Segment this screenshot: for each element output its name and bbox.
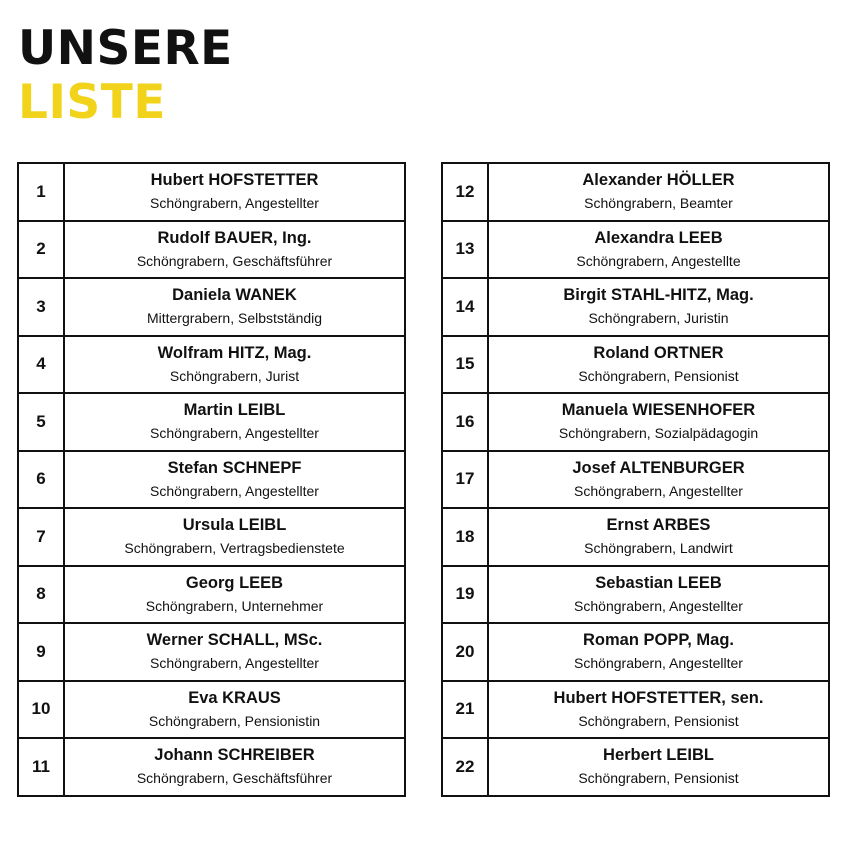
candidate-info bbox=[64, 163, 405, 221]
candidate-name: Wolfram HITZ, Mag. bbox=[157, 343, 312, 362]
candidate-name: Herbert LEIBL bbox=[603, 746, 714, 765]
table-row bbox=[18, 221, 405, 279]
list-number: 6 bbox=[18, 451, 64, 509]
table-row bbox=[442, 336, 829, 394]
candidate-detail: Schöngrabern, Unternehmer bbox=[145, 597, 324, 614]
list-number: 21 bbox=[442, 681, 488, 739]
candidate-name: Stefan SCHNEPF bbox=[167, 458, 302, 477]
candidate-name: Manuela WIESENHOFER bbox=[561, 401, 756, 420]
table-row bbox=[442, 623, 829, 681]
candidate-detail: Schöngrabern, Pensionist bbox=[578, 770, 739, 787]
table-row bbox=[18, 508, 405, 566]
table-row bbox=[18, 336, 405, 394]
candidate-detail: Schöngrabern, Pensionistin bbox=[148, 712, 321, 729]
table-row bbox=[18, 278, 405, 336]
candidate-info bbox=[64, 623, 405, 681]
table-row bbox=[18, 738, 405, 796]
table-row bbox=[442, 221, 829, 279]
title-line-1: UNSERE bbox=[18, 21, 233, 76]
table-row bbox=[18, 623, 405, 681]
table-row bbox=[442, 681, 829, 739]
candidate-info bbox=[488, 623, 829, 681]
list-number: 8 bbox=[18, 566, 64, 624]
candidate-info bbox=[488, 221, 829, 279]
candidate-name: Alexandra LEEB bbox=[594, 228, 723, 247]
candidate-info bbox=[64, 278, 405, 336]
candidate-name: Hubert HOFSTETTER, sen. bbox=[553, 688, 764, 707]
candidate-detail: Schöngrabern, Angestellter bbox=[574, 482, 743, 499]
candidate-detail: Schöngrabern, Angestellter bbox=[150, 195, 319, 212]
candidate-name: Eva KRAUS bbox=[188, 688, 281, 707]
candidate-info bbox=[488, 451, 829, 509]
list-number: 4 bbox=[18, 336, 64, 394]
title-line-2: LISTE bbox=[18, 75, 166, 130]
candidate-detail: Schöngrabern, Landwirt bbox=[584, 540, 733, 557]
candidate-name: Daniela WANEK bbox=[172, 286, 297, 305]
list-number: 15 bbox=[442, 336, 488, 394]
list-number: 2 bbox=[18, 221, 64, 279]
candidate-name: Roman POPP, Mag. bbox=[583, 631, 734, 650]
candidate-info bbox=[64, 451, 405, 509]
candidate-detail: Schöngrabern, Jurist bbox=[169, 367, 300, 384]
list-number: 3 bbox=[18, 278, 64, 336]
table-row bbox=[442, 393, 829, 451]
candidate-info bbox=[64, 336, 405, 394]
candidate-detail: Schöngrabern, Beamter bbox=[584, 195, 733, 212]
candidate-name: Ursula LEIBL bbox=[182, 516, 287, 535]
candidate-detail: Schöngrabern, Vertragsbedienstete bbox=[124, 540, 345, 557]
list-number: 7 bbox=[18, 508, 64, 566]
list-number: 1 bbox=[18, 163, 64, 221]
candidate-detail: Schöngrabern, Angestellter bbox=[150, 482, 319, 499]
candidate-info bbox=[64, 221, 405, 279]
table-row bbox=[18, 393, 405, 451]
table-row bbox=[442, 451, 829, 509]
candidate-info bbox=[64, 393, 405, 451]
candidate-name: Birgit STAHL-HITZ, Mag. bbox=[563, 286, 754, 305]
list-number: 14 bbox=[442, 278, 488, 336]
candidate-name: Johann SCHREIBER bbox=[154, 746, 315, 765]
table-row bbox=[18, 163, 405, 221]
candidate-detail: Mittergrabern, Selbstständig bbox=[146, 310, 323, 327]
candidate-detail: Schöngrabern, Angestellte bbox=[576, 252, 741, 269]
list-number: 19 bbox=[442, 566, 488, 624]
candidate-name: Georg LEEB bbox=[185, 573, 284, 592]
candidate-info bbox=[488, 336, 829, 394]
candidate-detail: Schöngrabern, Juristin bbox=[588, 310, 729, 327]
candidate-info bbox=[488, 163, 829, 221]
candidate-name: Sebastian LEEB bbox=[595, 573, 722, 592]
candidate-info bbox=[488, 393, 829, 451]
candidate-info bbox=[488, 566, 829, 624]
candidate-detail: Schöngrabern, Angestellter bbox=[574, 655, 743, 672]
candidate-info bbox=[64, 566, 405, 624]
table-row bbox=[18, 681, 405, 739]
candidate-detail: Schöngrabern, Angestellter bbox=[574, 597, 743, 614]
candidate-info bbox=[64, 681, 405, 739]
candidate-detail: Schöngrabern, Angestellter bbox=[150, 655, 319, 672]
candidate-name: Alexander HÖLLER bbox=[582, 171, 735, 190]
page-title bbox=[18, 22, 233, 130]
candidate-info bbox=[64, 738, 405, 796]
list-number: 16 bbox=[442, 393, 488, 451]
list-number: 5 bbox=[18, 393, 64, 451]
candidate-name: Roland ORTNER bbox=[593, 343, 724, 362]
list-number: 22 bbox=[442, 738, 488, 796]
candidate-info bbox=[488, 738, 829, 796]
candidate-detail: Schöngrabern, Pensionist bbox=[578, 712, 739, 729]
candidate-info bbox=[488, 278, 829, 336]
candidate-name: Josef ALTENBURGER bbox=[572, 458, 745, 477]
list-number: 9 bbox=[18, 623, 64, 681]
table-row bbox=[442, 508, 829, 566]
list-number: 12 bbox=[442, 163, 488, 221]
table-row bbox=[442, 163, 829, 221]
table-row bbox=[442, 738, 829, 796]
list-number: 18 bbox=[442, 508, 488, 566]
candidate-info bbox=[64, 508, 405, 566]
candidate-table-right bbox=[441, 162, 830, 797]
table-row bbox=[18, 566, 405, 624]
list-number: 20 bbox=[442, 623, 488, 681]
list-number: 11 bbox=[18, 738, 64, 796]
candidate-info bbox=[488, 508, 829, 566]
candidate-detail: Schöngrabern, Geschäftsführer bbox=[136, 252, 333, 269]
candidate-detail: Schöngrabern, Geschäftsführer bbox=[136, 770, 333, 787]
candidate-detail: Schöngrabern, Angestellter bbox=[150, 425, 319, 442]
candidate-name: Werner SCHALL, MSc. bbox=[146, 631, 323, 650]
candidate-name: Hubert HOFSTETTER bbox=[150, 171, 319, 190]
candidate-name: Rudolf BAUER, Ing. bbox=[157, 228, 312, 247]
list-number: 10 bbox=[18, 681, 64, 739]
candidate-name: Martin LEIBL bbox=[183, 401, 286, 420]
list-number: 13 bbox=[442, 221, 488, 279]
candidate-detail: Schöngrabern, Pensionist bbox=[578, 367, 739, 384]
table-row bbox=[442, 278, 829, 336]
table-row bbox=[18, 451, 405, 509]
candidate-info bbox=[488, 681, 829, 739]
list-number: 17 bbox=[442, 451, 488, 509]
candidate-detail: Schöngrabern, Sozialpädagogin bbox=[558, 425, 759, 442]
table-row bbox=[442, 566, 829, 624]
candidate-table-left bbox=[17, 162, 406, 797]
candidate-name: Ernst ARBES bbox=[606, 516, 711, 535]
